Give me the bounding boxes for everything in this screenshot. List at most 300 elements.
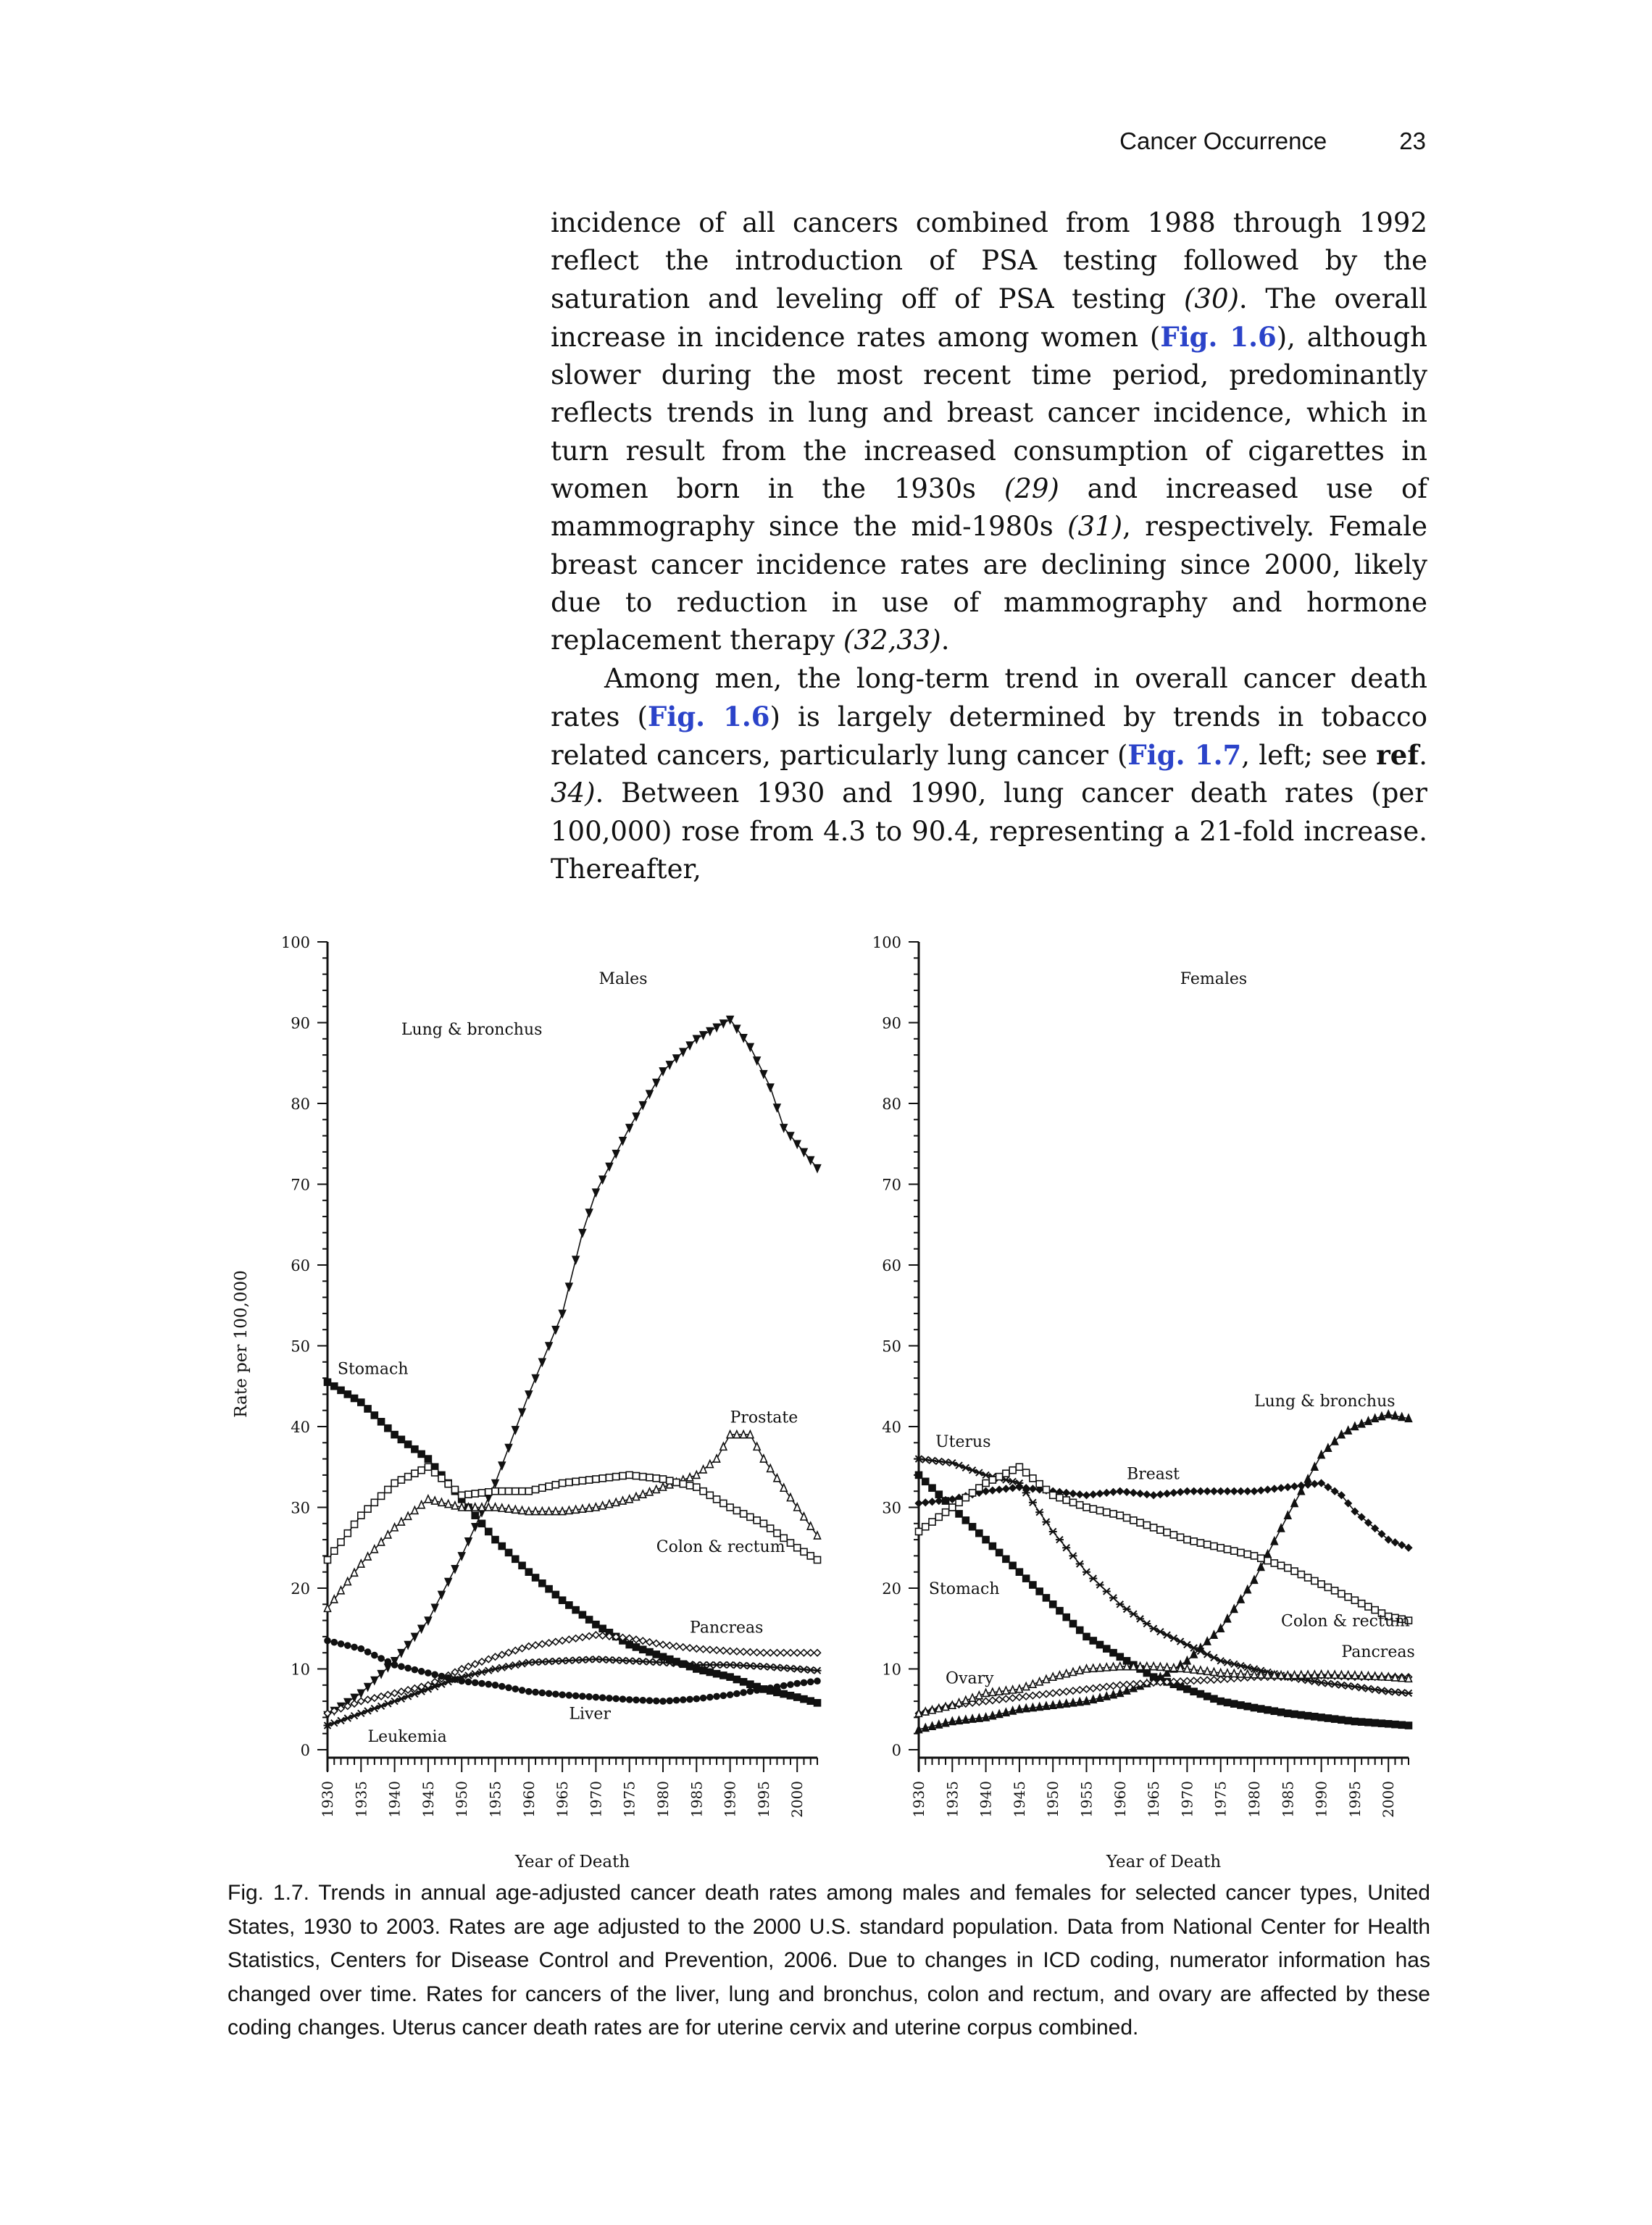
data-point: [351, 1644, 357, 1650]
data-point: [518, 1661, 526, 1667]
data-point: [1258, 1706, 1264, 1712]
data-point: [989, 1477, 996, 1483]
data-point: [626, 1471, 633, 1478]
data-point: [1069, 1687, 1076, 1694]
x-tick-label: 2000: [788, 1781, 806, 1818]
data-point: [1184, 1678, 1190, 1685]
data-point: [700, 1466, 706, 1473]
data-point: [760, 1455, 767, 1462]
data-point: [943, 1498, 949, 1504]
data-point: [1238, 1702, 1244, 1708]
series-annotation: Stomach: [337, 1360, 409, 1379]
data-point: [566, 1692, 572, 1698]
data-point: [1043, 1595, 1049, 1601]
figure-reference-link[interactable]: Fig. 1.7: [1127, 739, 1242, 772]
data-point: [451, 1566, 458, 1573]
data-point: [989, 1697, 996, 1703]
x-tick-label: 1960: [1111, 1781, 1129, 1818]
data-point: [506, 1444, 512, 1451]
data-point: [1009, 1562, 1016, 1569]
citation: (30): [1183, 283, 1239, 314]
data-point: [754, 1649, 760, 1656]
y-tick-label: 100: [280, 934, 310, 951]
text-run: Among men, the long-term trend in overall cancer death rates (: [551, 662, 1427, 732]
data-point: [405, 1512, 412, 1519]
data-point: [331, 1383, 338, 1390]
data-point: [922, 1499, 929, 1506]
data-point: [653, 1640, 659, 1647]
data-point: [519, 1408, 525, 1416]
data-point: [1351, 1684, 1359, 1690]
data-point: [1083, 1492, 1090, 1498]
data-point: [485, 1682, 491, 1687]
text-run: , respectively. Female breast cancer incidence rates are declining since 2000, likely due to reduction in use of mammography and hormone replacement therapy: [551, 511, 1427, 656]
data-point: [707, 1695, 713, 1700]
data-point: [1298, 1712, 1304, 1719]
data-point: [364, 1696, 371, 1703]
data-point: [506, 1488, 512, 1495]
data-point: [465, 1663, 472, 1670]
data-point: [1156, 1629, 1164, 1635]
data-point: [1096, 1582, 1104, 1588]
chart-panel-males: [232, 934, 822, 1871]
data-point: [646, 1698, 652, 1703]
data-point: [1164, 1529, 1170, 1536]
data-point: [586, 1616, 593, 1623]
data-point: [1217, 1545, 1224, 1551]
data-point: [506, 1649, 512, 1656]
data-point: [814, 1556, 821, 1563]
y-axis-label: Rate per 100,000: [232, 1270, 251, 1418]
data-point: [976, 1485, 983, 1491]
data-point: [1224, 1488, 1230, 1495]
data-point: [391, 1432, 398, 1438]
data-point: [520, 1687, 525, 1693]
data-point: [956, 1511, 962, 1517]
data-point: [700, 1032, 706, 1039]
data-point: [767, 1685, 773, 1691]
data-point: [1324, 1484, 1331, 1490]
data-point: [445, 1481, 451, 1487]
data-point: [1190, 1688, 1197, 1695]
data-point: [586, 1633, 593, 1640]
data-point: [325, 1637, 330, 1643]
data-point: [714, 1647, 720, 1653]
bold-text: ref: [1376, 739, 1419, 772]
data-point: [1023, 1693, 1030, 1700]
data-point: [1190, 1538, 1197, 1545]
data-point: [1204, 1693, 1211, 1700]
data-point: [1285, 1565, 1291, 1571]
data-point: [1029, 1499, 1037, 1506]
data-point: [1097, 1642, 1104, 1648]
data-point: [1264, 1550, 1271, 1558]
data-point: [1076, 1561, 1084, 1567]
data-point: [774, 1104, 780, 1111]
data-point: [606, 1695, 612, 1701]
data-point: [606, 1474, 612, 1481]
data-point: [512, 1662, 520, 1669]
data-point: [559, 1310, 566, 1317]
data-point: [1291, 1568, 1298, 1574]
data-point: [1345, 1717, 1351, 1724]
data-point: [693, 1484, 700, 1490]
data-point: [640, 1637, 646, 1644]
data-point: [935, 1498, 942, 1504]
data-point: [1090, 1685, 1096, 1692]
y-tick-label: 10: [882, 1661, 901, 1679]
data-point: [1077, 1627, 1083, 1633]
data-point: [1211, 1488, 1217, 1495]
data-point: [552, 1482, 559, 1488]
data-point: [727, 1692, 733, 1698]
data-point: [754, 1057, 760, 1064]
data-point: [801, 1548, 807, 1555]
x-tick-label: 1950: [453, 1781, 471, 1818]
x-tick-label: 1995: [1346, 1781, 1364, 1818]
data-point: [1103, 1588, 1111, 1595]
data-point: [1117, 1488, 1123, 1495]
data-point: [720, 1692, 726, 1698]
data-point: [787, 1540, 793, 1546]
data-point: [754, 1517, 760, 1524]
data-point: [552, 1591, 559, 1598]
data-point: [943, 1509, 949, 1516]
data-point: [1023, 1469, 1030, 1476]
data-point: [1231, 1548, 1238, 1554]
data-point: [1332, 1587, 1338, 1594]
data-point: [606, 1163, 612, 1170]
data-point: [539, 1485, 546, 1491]
series-annotation: Lung & bronchus: [1254, 1393, 1396, 1411]
y-tick-label: 90: [882, 1014, 901, 1032]
data-point: [720, 1443, 727, 1450]
figure-caption: Fig. 1.7. Trends in annual age-adjusted cancer death rates among males and females for selected cancer types, United States, 1930 to 2003. Rates are age adjusted to the 2000 U.S. standard population. Data from National Center for Health Statistics, Centers for Disease Control and Prevention, 2006. Due to changes in ICD coding, numerator information has changed over time. Rates for cancers of the liver, lung and bronchus, colon and rectum, and ovary are affected by these coding changes. Uterus cancer death rates are for uterine cervix and uterine corpus combined.: [228, 1881, 1430, 2040]
data-point: [720, 1500, 727, 1506]
data-point: [741, 1511, 747, 1517]
data-point: [344, 1530, 351, 1537]
data-point: [983, 1480, 989, 1487]
data-point: [485, 1489, 492, 1495]
data-point: [807, 1698, 814, 1704]
series-liver: [325, 1637, 820, 1704]
data-point: [1036, 1692, 1043, 1698]
data-point: [459, 1553, 465, 1560]
x-tick-label: 1985: [688, 1781, 706, 1818]
citation: 34): [551, 777, 596, 809]
data-point: [667, 1698, 672, 1703]
data-point: [405, 1474, 412, 1480]
series-stomach: [916, 1471, 1415, 1729]
x-tick-label: 1985: [1279, 1781, 1297, 1818]
data-point: [364, 1506, 371, 1512]
data-point: [1264, 1558, 1271, 1564]
data-point: [1311, 1713, 1318, 1720]
data-point: [1190, 1677, 1197, 1684]
data-point: [1110, 1489, 1117, 1495]
y-tick-label: 60: [291, 1257, 310, 1274]
data-point: [533, 1574, 539, 1581]
data-point: [727, 1648, 733, 1654]
data-point: [814, 1678, 820, 1684]
data-point: [714, 1693, 719, 1699]
data-point: [505, 1663, 513, 1669]
data-point: [593, 1632, 599, 1638]
data-point: [1264, 1486, 1271, 1493]
text-run: .: [1419, 740, 1427, 772]
data-point: [693, 1645, 700, 1652]
x-tick-label: 1990: [721, 1781, 739, 1818]
data-point: [1184, 1686, 1190, 1692]
data-point: [378, 1493, 385, 1499]
data-point: [673, 1643, 680, 1650]
data-point: [962, 1495, 969, 1501]
data-point: [1324, 1680, 1332, 1687]
data-point: [1043, 1486, 1049, 1493]
data-point: [1143, 1491, 1150, 1498]
data-point: [1110, 1650, 1117, 1656]
data-point: [512, 1648, 519, 1654]
data-point: [364, 1406, 371, 1412]
data-point: [1090, 1491, 1096, 1498]
data-point: [1278, 1485, 1285, 1491]
data-point: [392, 1662, 398, 1668]
data-point: [1077, 1687, 1083, 1693]
series-annotation: Pancreas: [1341, 1642, 1415, 1661]
data-point: [1117, 1653, 1123, 1660]
data-point: [358, 1698, 364, 1705]
data-point: [1244, 1551, 1251, 1558]
data-point: [1204, 1488, 1211, 1495]
data-point: [1177, 1534, 1184, 1540]
data-point: [814, 1165, 821, 1172]
data-point: [1244, 1488, 1251, 1495]
data-point: [519, 1488, 525, 1495]
data-point: [358, 1690, 364, 1697]
data-point: [491, 1666, 499, 1672]
data-point: [700, 1646, 706, 1653]
series-annotation: Lung & bronchus: [401, 1021, 543, 1040]
data-point: [1035, 1509, 1043, 1516]
data-point: [586, 1477, 593, 1483]
data-point: [1385, 1721, 1392, 1727]
data-point: [351, 1395, 358, 1401]
data-point: [1351, 1597, 1358, 1603]
data-point: [358, 1646, 364, 1652]
data-point: [1251, 1705, 1258, 1711]
data-point: [331, 1640, 337, 1645]
text-run: ) is largely determined by trends in tobacco related cancers, particularly lung cancer (: [551, 701, 1427, 772]
data-point: [1311, 1577, 1318, 1584]
data-point: [378, 1656, 384, 1661]
data-point: [646, 1649, 653, 1656]
data-point: [338, 1387, 344, 1393]
data-point: [1056, 1608, 1063, 1614]
data-point: [525, 1569, 532, 1575]
data-point: [586, 1209, 593, 1216]
data-point: [1197, 1677, 1203, 1684]
data-point: [1082, 1569, 1090, 1575]
data-point: [660, 1476, 667, 1482]
data-point: [935, 1491, 942, 1498]
data-point: [613, 1696, 619, 1702]
data-point: [553, 1691, 559, 1697]
data-point: [391, 1690, 398, 1696]
data-point: [767, 1084, 774, 1091]
data-point: [1097, 1490, 1104, 1497]
data-point: [365, 1649, 371, 1655]
data-point: [1372, 1719, 1378, 1726]
series-annotation: Pancreas: [690, 1619, 764, 1637]
data-point: [1271, 1485, 1277, 1492]
data-point: [1345, 1427, 1351, 1434]
data-point: [1385, 1411, 1392, 1418]
data-point: [1244, 1703, 1251, 1710]
data-point: [498, 1664, 506, 1671]
data-point: [747, 1649, 754, 1656]
data-point: [714, 1024, 720, 1031]
data-point: [478, 1490, 485, 1496]
data-point: [969, 1490, 976, 1496]
data-point: [398, 1688, 404, 1695]
series-annotation: Leukemia: [367, 1727, 447, 1746]
data-point: [1170, 1490, 1177, 1496]
data-point: [747, 1043, 754, 1051]
data-point: [760, 1650, 767, 1656]
data-point: [640, 1474, 646, 1480]
data-point: [1124, 1489, 1130, 1495]
text-run: and increased use of mammography since the mid-1980s: [551, 473, 1428, 543]
x-tick-label: 1950: [1044, 1781, 1062, 1818]
data-point: [432, 1671, 438, 1677]
data-point: [916, 1500, 922, 1506]
data-point: [983, 1488, 989, 1495]
data-point: [385, 1658, 391, 1664]
data-point: [1036, 1481, 1043, 1487]
data-point: [989, 1543, 996, 1550]
figure-reference-link[interactable]: Fig. 1.6: [1160, 320, 1277, 353]
data-point: [1150, 1625, 1158, 1632]
data-point: [405, 1665, 411, 1671]
data-point: [929, 1519, 935, 1525]
data-point: [1211, 1677, 1217, 1683]
data-point: [399, 1663, 404, 1669]
data-point: [787, 1650, 793, 1656]
data-point: [1285, 1484, 1291, 1490]
data-point: [626, 1635, 633, 1642]
data-point: [1392, 1721, 1398, 1728]
data-point: [1042, 1519, 1050, 1525]
data-point: [539, 1641, 546, 1648]
x-tick-label: 1980: [654, 1781, 672, 1818]
data-point: [451, 1669, 458, 1675]
data-point: [1157, 1527, 1164, 1533]
data-point: [472, 1524, 478, 1531]
data-point: [519, 1645, 525, 1652]
data-point: [1197, 1488, 1203, 1495]
data-point: [1083, 1633, 1090, 1640]
data-point: [1063, 1497, 1069, 1503]
data-point: [412, 1470, 418, 1477]
data-point: [1271, 1537, 1277, 1545]
figure-1-7-svg: [217, 920, 1449, 1877]
data-point: [533, 1486, 539, 1493]
chart-title: Males: [598, 970, 648, 988]
data-point: [1062, 1545, 1070, 1551]
data-point: [976, 1699, 983, 1706]
data-point: [559, 1480, 566, 1487]
x-tick-label: 1975: [1211, 1781, 1230, 1818]
data-point: [559, 1637, 566, 1644]
data-point: [1030, 1485, 1036, 1492]
data-point: [747, 1514, 754, 1520]
data-point: [533, 1690, 538, 1695]
paragraph: [551, 204, 1427, 660]
series-pancreas: [325, 1632, 821, 1716]
text-run: . The overall increase in incidence rates among women (: [551, 283, 1427, 353]
figure-reference-link[interactable]: Fig. 1.6: [647, 700, 770, 732]
data-point: [653, 1475, 659, 1482]
data-point: [774, 1650, 780, 1656]
data-point: [472, 1661, 478, 1667]
data-point: [1278, 1709, 1285, 1716]
x-tick-label: 1945: [1010, 1781, 1028, 1818]
data-point: [1258, 1555, 1264, 1561]
data-point: [674, 1698, 680, 1703]
data-point: [546, 1343, 552, 1350]
running-head-title: Cancer Occurrence: [1119, 128, 1327, 154]
x-tick-label: 1935: [352, 1781, 370, 1818]
data-point: [1271, 1560, 1277, 1566]
data-point: [1177, 1638, 1185, 1645]
series-breast: [916, 1480, 1412, 1551]
data-point: [425, 1464, 431, 1470]
data-point: [593, 1476, 599, 1482]
data-point: [512, 1686, 518, 1692]
data-point: [1050, 1690, 1056, 1696]
data-point: [808, 1679, 814, 1685]
data-point: [1377, 1687, 1385, 1694]
data-point: [472, 1512, 478, 1519]
data-point: [1170, 1532, 1177, 1538]
x-tick-label: 1965: [554, 1781, 572, 1818]
data-point: [1030, 1692, 1036, 1699]
data-point: [1305, 1713, 1311, 1719]
chart-title: Females: [1180, 970, 1248, 988]
data-point: [418, 1450, 425, 1457]
data-point: [1043, 1691, 1049, 1698]
data-point: [593, 1695, 598, 1700]
data-point: [1184, 1488, 1190, 1495]
text-run: incidence of all cancers combined from 1988 through 1992 reflect the introduction of PSA testing followed by the saturation and leveling off of PSA testing: [551, 207, 1427, 314]
data-point: [1332, 1716, 1338, 1722]
y-tick-label: 40: [882, 1419, 901, 1436]
data-point: [1258, 1564, 1264, 1571]
data-point: [1358, 1685, 1366, 1691]
data-point: [814, 1700, 821, 1706]
data-point: [566, 1636, 572, 1642]
series-annotation: Uterus: [935, 1432, 991, 1451]
data-point: [1365, 1719, 1372, 1726]
data-point: [620, 1137, 626, 1145]
data-point: [1311, 1481, 1318, 1487]
data-point: [1036, 1588, 1043, 1595]
data-point: [572, 1478, 579, 1485]
x-tick-label: 1940: [385, 1781, 404, 1818]
data-point: [385, 1425, 391, 1432]
data-point: [1371, 1687, 1379, 1693]
data-point: [1130, 1611, 1138, 1617]
